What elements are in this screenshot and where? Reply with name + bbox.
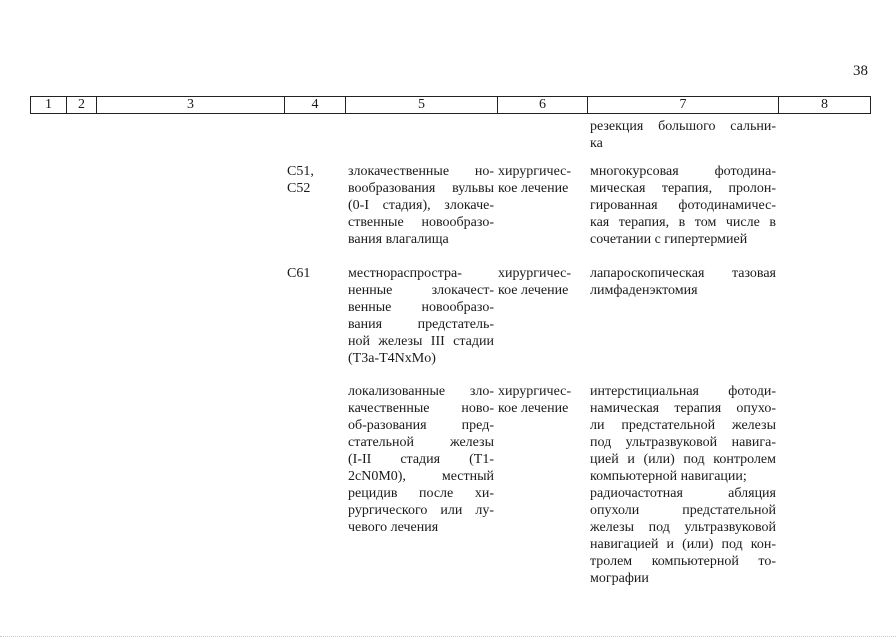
- text-line: ной железы III стадии: [348, 334, 494, 349]
- table-row-continuation-method: [590, 118, 776, 152]
- table-header-row: [30, 96, 871, 114]
- text-line: качественные ново-: [348, 401, 494, 416]
- header-cell-1: 1: [31, 97, 67, 113]
- row-c51-code: [287, 163, 343, 197]
- header-cell-5: 5: [346, 97, 498, 113]
- text-line: хирургичес-: [498, 164, 572, 179]
- text-line: рецидив после хи-: [348, 486, 494, 501]
- text-line: лапароскопическая тазовая: [590, 266, 776, 281]
- row-localized-method: [590, 383, 776, 587]
- text-line: радиочастотная абляция: [590, 486, 776, 501]
- header-cell-7: 7: [588, 97, 779, 113]
- text-line: вания влагалища: [348, 232, 449, 247]
- row-localized-treatment-type: [498, 383, 584, 417]
- text-line: хирургичес-: [498, 384, 572, 399]
- text-line: кое лечение: [498, 401, 569, 416]
- text-line: кое лечение: [498, 283, 569, 298]
- text-line: вообразования вульвы: [348, 181, 494, 196]
- header-cell-4: 4: [285, 97, 346, 113]
- text-line: C52: [287, 181, 311, 196]
- header-cell-8: 8: [821, 97, 828, 112]
- text-line: C51,: [287, 164, 314, 179]
- text-line: локализованные зло-: [348, 384, 494, 399]
- header-cell-6: 6: [498, 97, 588, 113]
- text-line: ненные злокачест-: [348, 283, 494, 298]
- row-c61-method: [590, 265, 776, 299]
- text-line: ственные новообразо-: [348, 215, 494, 230]
- row-c51-diagnosis: [348, 163, 494, 248]
- text-line: местнораспростра-: [348, 266, 462, 281]
- text-line: (I-II стадия (T1-: [348, 452, 494, 467]
- text-line: ка: [590, 136, 603, 151]
- row-c51-treatment-type: [498, 163, 584, 197]
- text-line: вания предстатель-: [348, 317, 494, 332]
- text-line: гированная фотодинамичес-: [590, 198, 776, 213]
- text-line: кое лечение: [498, 181, 569, 196]
- text-line: цией и (или) под контролем: [590, 452, 776, 467]
- text-line: злокачественные но-: [348, 164, 494, 179]
- row-c61-treatment-type: [498, 265, 584, 299]
- text-line: мографии: [590, 571, 649, 586]
- text-line: лимфаденэктомия: [590, 283, 698, 298]
- page-number: 38: [853, 63, 868, 79]
- row-localized-diagnosis: [348, 383, 494, 536]
- header-cell-3: 3: [97, 97, 285, 113]
- row-c51-method: [590, 163, 776, 248]
- text-line: навигацией и (или) под кон-: [590, 537, 776, 552]
- text-line: хирургичес-: [498, 266, 572, 281]
- text-line: намическая терапия опухо-: [590, 401, 776, 416]
- scan-edge-divider: [0, 635, 896, 637]
- text-line: (T3a-T4NxMo): [348, 351, 436, 366]
- row-c61-diagnosis: [348, 265, 494, 367]
- row-c61-code: [287, 265, 343, 282]
- text-line: интерстициальная фотоди-: [590, 384, 776, 399]
- text-line: кая терапия, в том числе в: [590, 215, 776, 230]
- text-line: чевого лечения: [348, 520, 439, 535]
- text-line: тролем компьютерной то-: [590, 554, 776, 569]
- text-line: опухоли предстательной: [590, 503, 776, 518]
- text-line: мическая терапия, пролон-: [590, 181, 776, 196]
- text-line: об-разования пред-: [348, 418, 494, 433]
- text-line: 2cN0M0), местный: [348, 469, 494, 484]
- text-line: многокурсовая фотодина-: [590, 164, 776, 179]
- text-line: ли предстательной железы: [590, 418, 776, 433]
- text-line: рургического или лу-: [348, 503, 494, 518]
- text-line: C61: [287, 266, 311, 281]
- text-line: резекция большого сальни-: [590, 119, 776, 134]
- text-line: венные новообразо-: [348, 300, 494, 315]
- text-line: под ультразвуковой навига-: [590, 435, 776, 450]
- header-cell-2: 2: [67, 97, 97, 113]
- text-line: (0-I стадия), злокаче-: [348, 198, 494, 213]
- text-line: компьютерной навигации;: [590, 469, 747, 484]
- text-line: железы под ультразвуковой: [590, 520, 776, 535]
- text-line: стательной железы: [348, 435, 494, 450]
- text-line: сочетании с гипертермией: [590, 232, 748, 247]
